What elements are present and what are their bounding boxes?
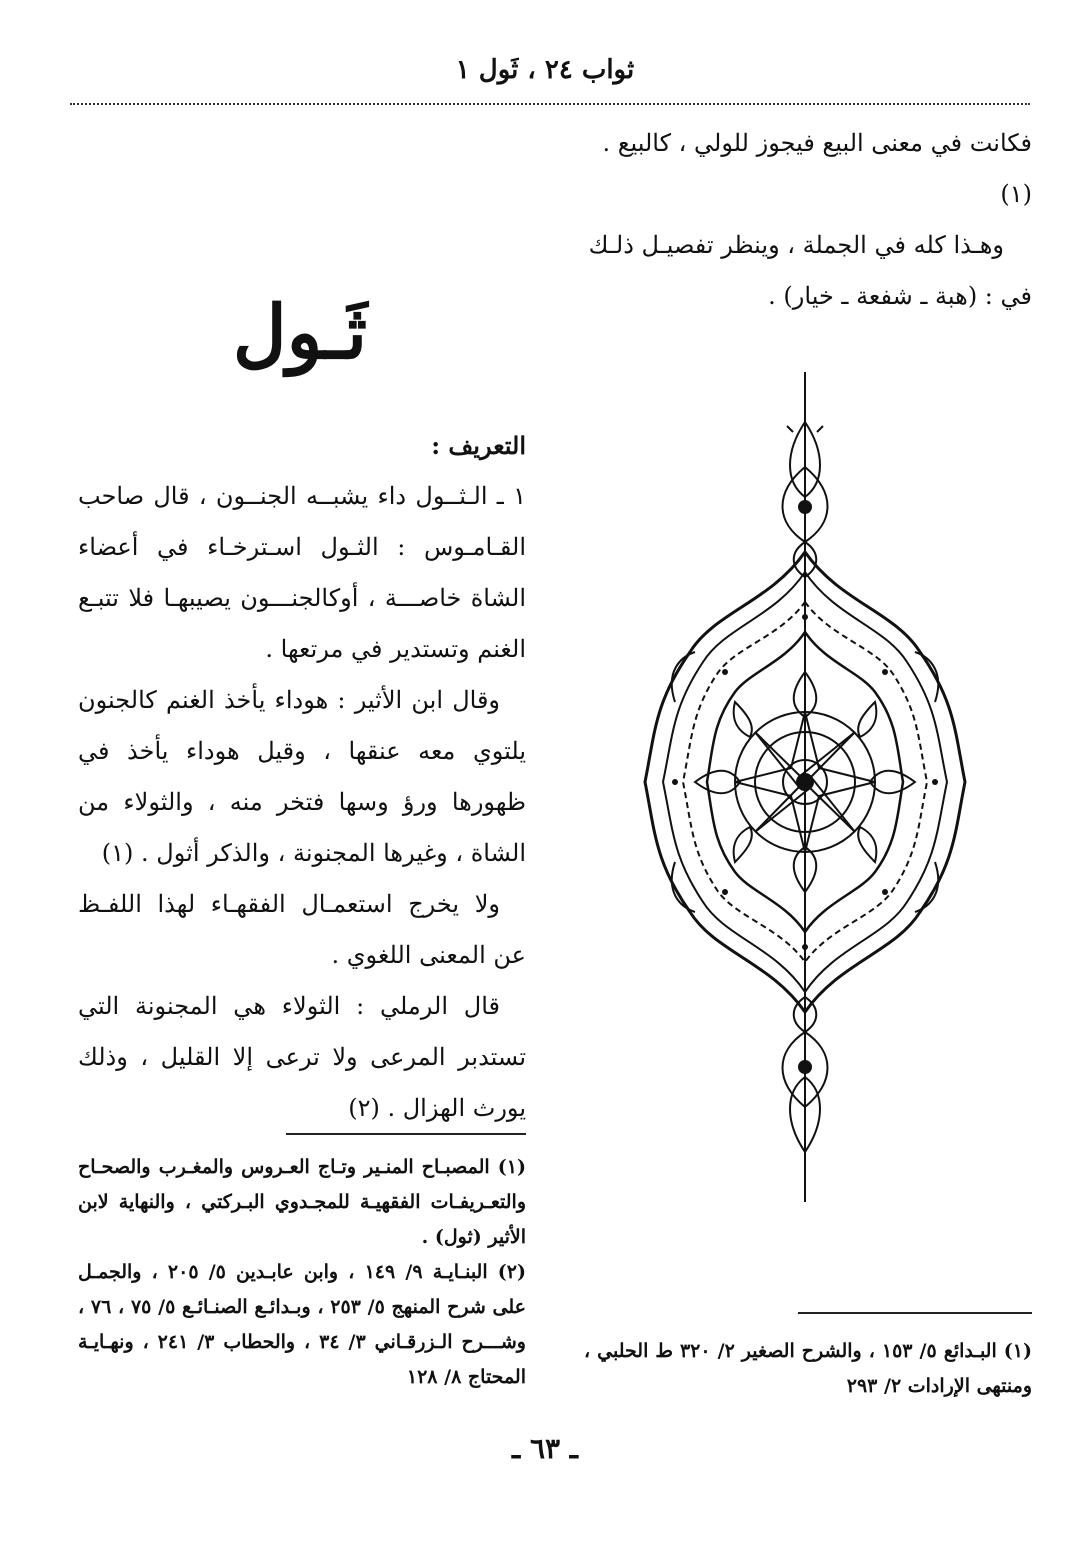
entry-paragraph: قال الرملي : الثولاء هي المجنونة التي تستدبر المرعى ولا ترعى إلا القليل ، وذلك يورث الهزال . (٢) — [78, 992, 526, 1122]
arabesque-ornament — [635, 372, 975, 1202]
entry-paragraph: وقال ابن الأثير : هوداء يأخذ الغنم كالجنون يلتوي معه عنقها ، وقيل هوداء يأخذ في ظهورها ورؤ وسها فتخر منه ، والثولاء من الشاة ، وغيرها المجنونة ، والذكر أثول . (١) — [78, 686, 526, 867]
running-header: ثواب ٢٤ ، ثَول ١ — [455, 55, 635, 85]
intro-line: وهـذا كله في الجملة ، وينظر تفصيـل ذلـك — [588, 231, 1004, 259]
header-dotted-rule — [70, 103, 1030, 105]
intro-continuation — [582, 118, 1032, 322]
intro-line: في : (هبة ـ شفعة ـ خيار) . — [768, 282, 1032, 310]
footnotes-left — [78, 1150, 526, 1395]
footnote: (١) البـدائع ٥/ ١٥٣ ، والشرح الصغير ٢/ ٣٢٠ ط الحلبي ، ومنتهى الإرادات ٢/ ٢٩٣ — [584, 1340, 1032, 1397]
page-number: ـ ٦٣ ـ — [512, 1432, 578, 1465]
entry-title: ثَـول — [232, 290, 368, 376]
footnote-rule-left — [286, 1133, 526, 1135]
entry-paragraph: ١ ـ الـثــول داء يشبــه الجنــون ، قال صاحب القـامـوس : الثـول اسـترخـاء في أعضاء الشاة خاصـــة ، أوكالجنـــون يصيبهـا فلا تتبـع الغنم وتستدير في مرتعها . — [78, 482, 526, 663]
intro-line: فكانت في معنى البيع فيجوز للولي ، كالبيع . (١) — [602, 129, 1032, 208]
footnotes-right — [584, 1334, 1032, 1404]
footnote: (٢) البنـايـة ٩/ ١٤٩ ، وابن عابـدين ٥/ ٢٠٥ ، والجمـل على شرح المنهج ٥/ ٢٥٣ ، وبـدائـع الصنـائـع ٥/ ٧٥ ، ٧٦ ، وشـــرح الـزرقـاني ٣/ ٣٤ ، والحطاب ٣/ ٢٤١ ، ونهـايـة المحتاج ٨/ ١٢٨ — [78, 1261, 526, 1388]
footnote: (١) المصبـاح المنـير وتـاج العـروس والمغـرب والصحـاح والتعـريفـات الفقهيـة للمجـدوي البـركتي ، والنهاية لابن الأثير (ثول) . — [78, 1156, 526, 1248]
entry-paragraph: ولا يخرج استعمـال الفقهـاء لهذا اللفـظ عن المعنى اللغوي . — [78, 890, 526, 969]
section-heading: التعريف : — [431, 431, 526, 460]
footnote-rule-right — [798, 1312, 1032, 1314]
entry-body — [78, 420, 526, 1134]
